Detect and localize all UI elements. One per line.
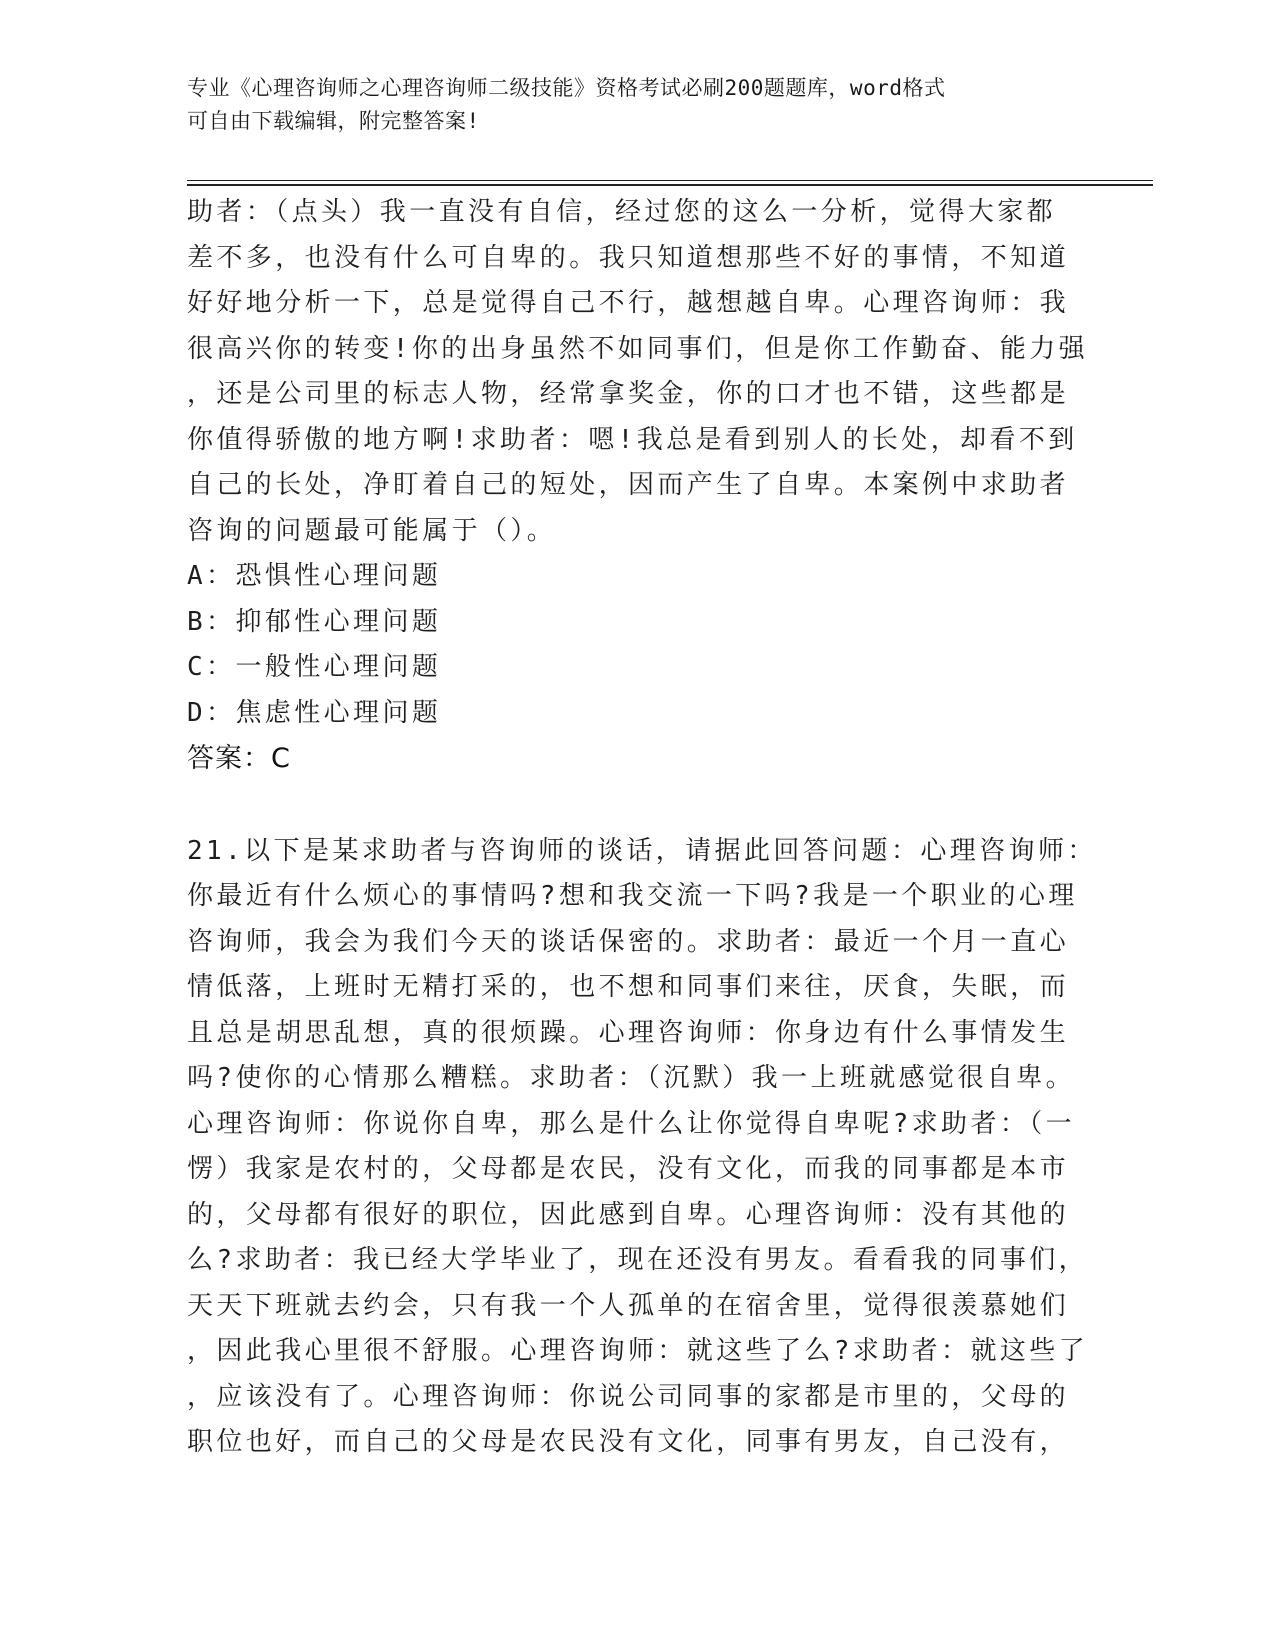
text-line: 吗?使你的心情那么糟糕。求助者：（沉默）我一上班就感觉很自卑。 (187, 1063, 1076, 1093)
text-line: 且总是胡思乱想，真的很烦躁。心理咨询师：你身边有什么事情发生 (187, 1017, 1070, 1048)
text-line: 差不多，也没有什么可自卑的。我只知道想那些不好的事情，不知道 (187, 242, 1070, 273)
section-gap (187, 782, 1087, 829)
text-line: ，应该没有了。心理咨询师：你说公司同事的家都是市里的，父母的 (187, 1381, 1070, 1412)
question-20-answer: 答案：C (187, 743, 291, 774)
text-line: 咨询的问题最可能属于（）。 (187, 515, 557, 546)
header-rule-thin (187, 180, 1153, 181)
text-line: 的，父母都有很好的职位，因此感到自卑。心理咨询师：没有其他的 (187, 1199, 1070, 1230)
text-line: 很高兴你的转变!你的出身虽然不如同事们，但是你工作勤奋、能力强 (187, 333, 1089, 364)
question-20-options (187, 554, 1087, 736)
text-line: 好好地分析一下，总是觉得自己不行，越想越自卑。心理咨询师：我 (187, 288, 1070, 318)
option-d: D：焦虑性心理问题 (187, 697, 442, 728)
text-line: 21.以下是某求助者与咨询师的谈话，请据此回答问题：心理咨询师： (187, 835, 1097, 866)
option-c: C：一般性心理问题 (187, 652, 442, 682)
text-line: ，还是公司里的标志人物，经常拿奖金，你的口才也不错，这些都是 (187, 379, 1070, 409)
text-line: 愣）我家是农村的，父母都是农民，没有文化，而我的同事都是本市 (187, 1154, 1070, 1184)
header-title-line-1: 专业《心理咨询师之心理咨询师二级技能》资格考试必刷200题题库，word格式 (187, 76, 946, 100)
text-line: 天天下班就去约会，只有我一个人孤单的在宿舍里，觉得很羡慕她们 (187, 1290, 1070, 1321)
text-line: 职位也好，而自己的父母是农民没有文化，同事有男友，自己没有， (187, 1427, 1070, 1457)
question-21-text (187, 829, 1097, 1466)
document-body (187, 190, 1097, 1466)
page-header (187, 72, 1067, 138)
text-line: 你最近有什么烦心的事情吗?想和我交流一下吗?我是一个职业的心理 (187, 881, 1078, 911)
header-title-line-2: 可自由下载编辑，附完整答案! (187, 109, 480, 133)
text-line: ，因此我心里很不舒服。心理咨询师：就这些了么?求助者：就这些了 (187, 1336, 1089, 1366)
header-rule-thick (187, 184, 1153, 186)
question-20-text (187, 190, 1087, 554)
text-line: 心理咨询师：你说你自卑，那么是什么让你觉得自卑呢?求助者：（一 (187, 1108, 1076, 1139)
text-line: 咨询师，我会为我们今天的谈话保密的。求助者：最近一个月一直心 (187, 926, 1070, 957)
text-line: 情低落，上班时无精打采的，也不想和同事们来往，厌食，失眠，而 (187, 972, 1070, 1002)
option-a: A：恐惧性心理问题 (187, 561, 442, 591)
text-line: 你值得骄傲的地方啊!求助者：嗯!我总是看到别人的长处，却看不到 (187, 424, 1078, 455)
text-line: 自己的长处，净盯着自己的短处，因而产生了自卑。本案例中求助者 (187, 470, 1070, 500)
text-line: 么?求助者：我已经大学毕业了，现在还没有男友。看看我的同事们， (187, 1245, 1089, 1275)
option-b: B：抑郁性心理问题 (187, 606, 442, 637)
text-line: 助者：（点头）我一直没有自信，经过您的这么一分析，觉得大家都 (187, 197, 1057, 227)
